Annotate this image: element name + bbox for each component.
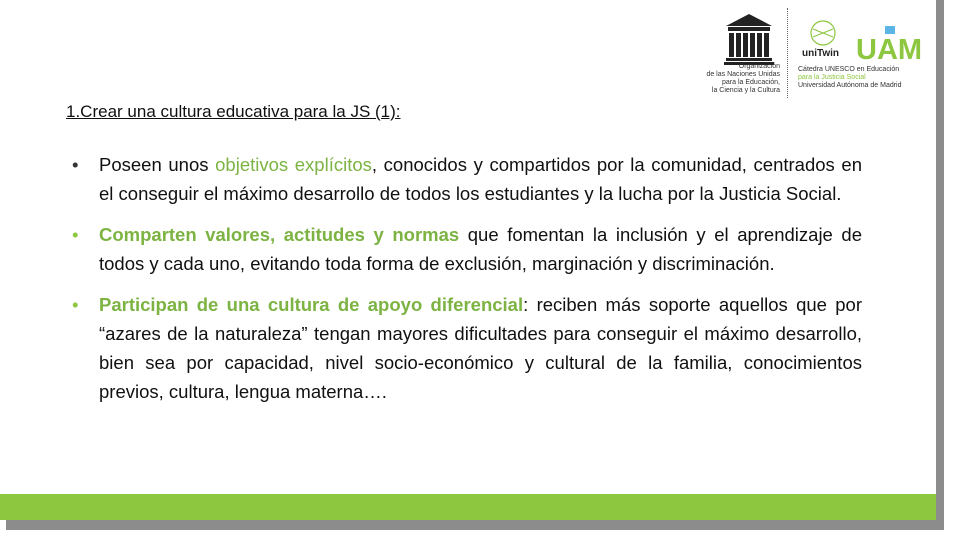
chair-caption: Cátedra UNESCO en Educación para la Justicia Social Universidad Autónoma de Madrid [798,66,902,89]
logo-divider [787,8,788,98]
bullet-dot-icon: • [72,224,79,245]
slide-shadow-right [936,0,944,530]
logo-header [696,6,932,98]
bullet-dot-icon: • [72,294,79,315]
svg-text:UAM: UAM [856,34,923,64]
bullet-dot-icon: • [72,154,79,175]
unesco-caption: Organización de las Naciones Unidas para la Educación, la Ciencia y la Cultura [706,63,780,94]
bullet-item: • Comparten valores, actitudes y normas que fomentan la inclusión y el aprendizaje de todos y cada uno, evitando toda forma de exclusión, marginación y discriminación. [72,220,862,278]
svg-text:uniTwin: uniTwin [802,48,840,59]
bullet-item: • Participan de una cultura de apoyo diferencial: reciben más soporte aquellos que por “azares de la naturaleza” tengan mayores dificultades para conseguir el máximo desarrollo, bien sea por capacidad, nivel socio-económico y cultural de la familia, conocimientos previos, cultura, lengua materna…. [72,290,862,406]
unesco-temple-icon [720,12,778,70]
uam-logo-icon [856,24,928,64]
slide-title: 1.Crear una cultura educativa para la JS (1): [66,102,401,121]
slide-shadow-bottom [6,520,944,530]
bullet-list [72,150,862,418]
footer-accent-bar [0,494,936,520]
highlight-text: Comparten valores, actitudes y normas [99,224,460,245]
bullet-item: • Poseen unos objetivos explícitos, conocidos y compartidos por la comunidad, centrados en el conseguir el máximo desarrollo de todos los estudiantes y la lucha por la Justicia Social. [72,150,862,208]
highlight-text: Participan de una cultura de apoyo diferencial [99,294,524,315]
highlight-text: objetivos explícitos [215,154,372,175]
unitwin-logo-icon [800,18,844,62]
